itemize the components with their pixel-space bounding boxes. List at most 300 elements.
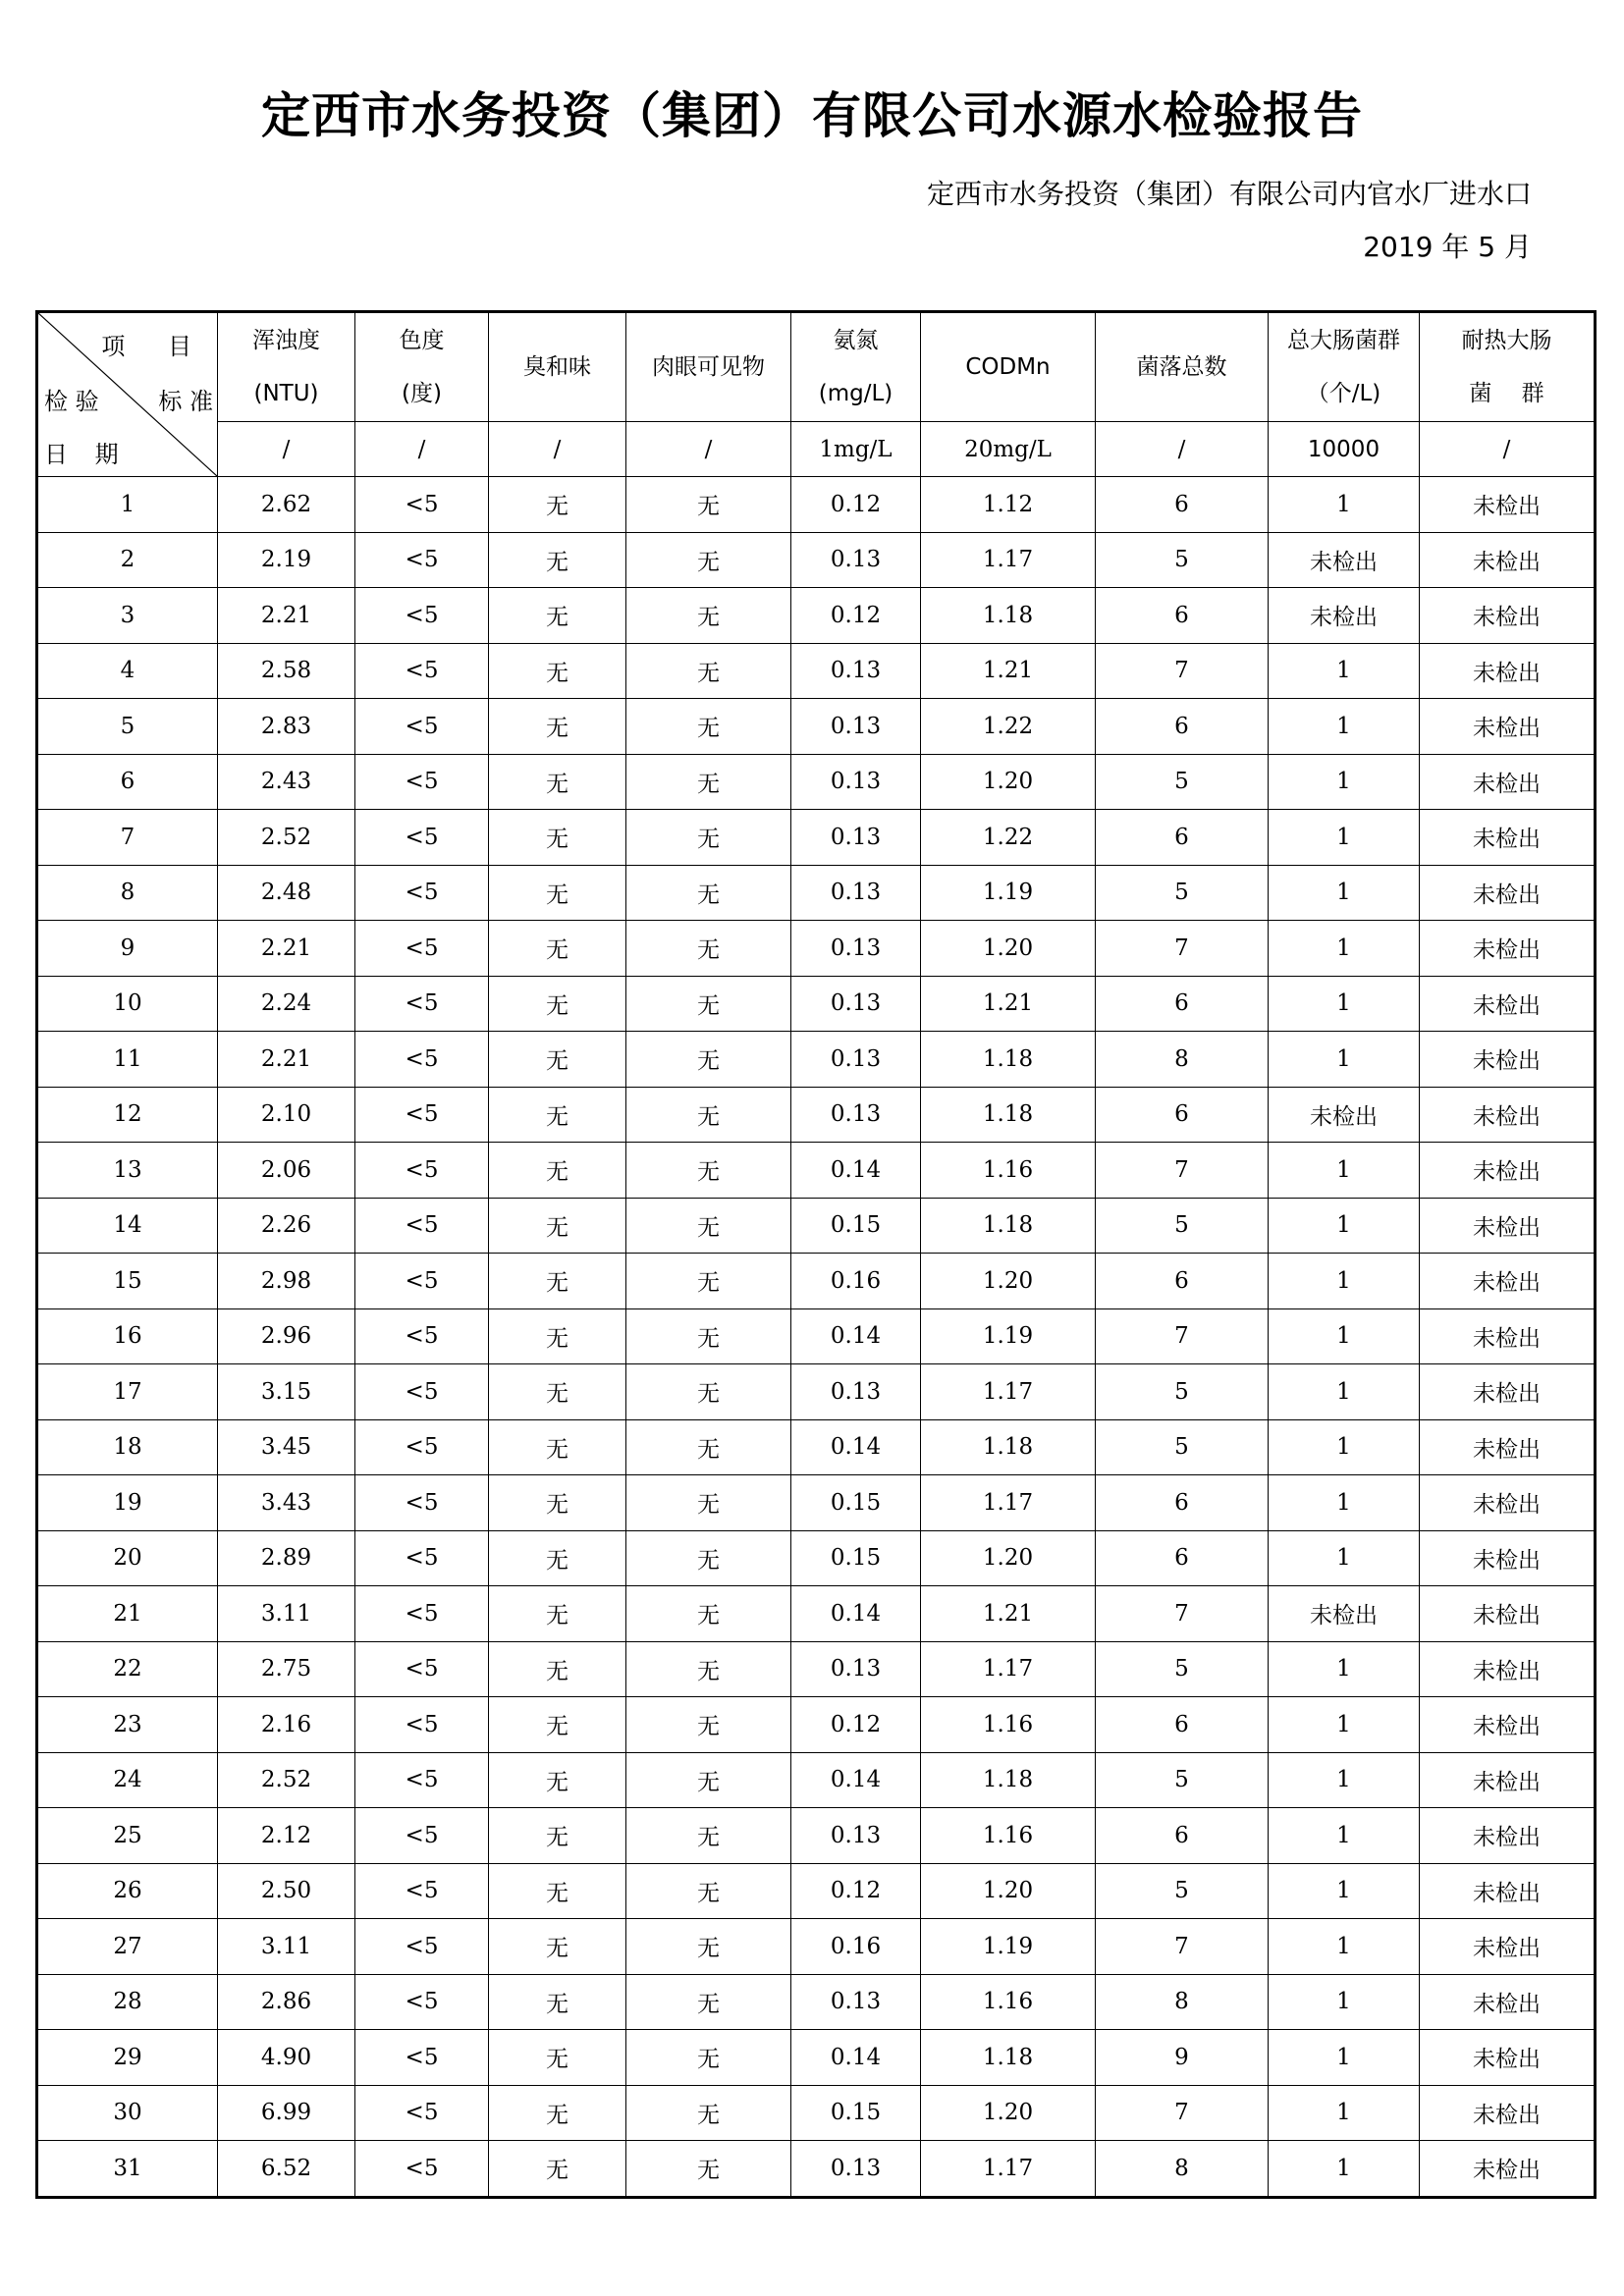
value-cell: 无 [626, 810, 791, 866]
value-cell: 1.20 [921, 921, 1096, 977]
value-cell: 无 [489, 1697, 626, 1753]
table-row [37, 1032, 1596, 1088]
date-cell: 9 [37, 921, 218, 977]
value-cell: <5 [355, 1364, 489, 1420]
value-cell: 无 [626, 2141, 791, 2198]
table-row [37, 699, 1596, 755]
standard-value: / [489, 422, 626, 477]
value-cell: 1.20 [921, 754, 1096, 810]
column-header-line2: (度) [402, 381, 442, 406]
value-cell: 无 [626, 1143, 791, 1199]
date-cell: 13 [37, 1143, 218, 1199]
value-cell: 0.14 [791, 1752, 921, 1808]
value-cell: 无 [489, 1863, 626, 1919]
value-cell: 2.24 [218, 976, 355, 1032]
value-cell: 0.13 [791, 754, 921, 810]
value-cell: 1 [1269, 699, 1420, 755]
value-cell: 2.75 [218, 1641, 355, 1697]
value-cell: 0.13 [791, 532, 921, 588]
value-cell: 无 [489, 1752, 626, 1808]
value-cell: 无 [626, 1530, 791, 1586]
value-cell: 6 [1096, 1697, 1269, 1753]
value-cell: 0.13 [791, 1974, 921, 2030]
value-cell: 无 [626, 1752, 791, 1808]
date-cell: 30 [37, 2085, 218, 2141]
report-date: 2019 年 5 月 [1363, 231, 1532, 263]
value-cell: 未检出 [1420, 1808, 1596, 1864]
table-row [37, 532, 1596, 588]
value-cell: 无 [626, 2030, 791, 2086]
value-cell: 未检出 [1420, 2030, 1596, 2086]
value-cell: 无 [626, 477, 791, 533]
value-cell: 0.13 [791, 1364, 921, 1420]
value-cell: 6.99 [218, 2085, 355, 2141]
value-cell: 1 [1269, 2030, 1420, 2086]
date-cell: 14 [37, 1198, 218, 1254]
value-cell: 8 [1096, 1032, 1269, 1088]
value-cell: 0.14 [791, 1419, 921, 1475]
value-cell: 1.18 [921, 588, 1096, 644]
value-cell: 0.13 [791, 810, 921, 866]
value-cell: 1.16 [921, 1697, 1096, 1753]
value-cell: 6 [1096, 588, 1269, 644]
value-cell: 0.13 [791, 1808, 921, 1864]
value-cell: 1 [1269, 810, 1420, 866]
date-cell: 16 [37, 1308, 218, 1364]
value-cell: 0.12 [791, 588, 921, 644]
table-row [37, 1254, 1596, 1309]
value-cell: 无 [489, 810, 626, 866]
value-cell: 1.12 [921, 477, 1096, 533]
date-cell: 21 [37, 1586, 218, 1642]
value-cell: 3.43 [218, 1475, 355, 1531]
value-cell: 1 [1269, 2085, 1420, 2141]
value-cell: 0.14 [791, 1308, 921, 1364]
table-row [37, 1364, 1596, 1420]
value-cell: 2.98 [218, 1254, 355, 1309]
value-cell: 无 [489, 1475, 626, 1531]
value-cell: <5 [355, 1919, 489, 1975]
value-cell: 1 [1269, 643, 1420, 699]
value-cell: 6 [1096, 976, 1269, 1032]
value-cell: 2.52 [218, 1752, 355, 1808]
column-header-line1: 菌落总数 [1136, 354, 1227, 380]
table-row [37, 754, 1596, 810]
value-cell: <5 [355, 810, 489, 866]
value-cell: 无 [626, 1475, 791, 1531]
value-cell: 0.14 [791, 1143, 921, 1199]
date-cell: 20 [37, 1530, 218, 1586]
value-cell: 无 [489, 2085, 626, 2141]
value-cell: 未检出 [1420, 1308, 1596, 1364]
value-cell: 未检出 [1420, 2141, 1596, 2198]
corner-standard-right: 标 准 [158, 388, 213, 415]
value-cell: 2.06 [218, 1143, 355, 1199]
value-cell: 1.18 [921, 1752, 1096, 1808]
value-cell: 1.17 [921, 1364, 1096, 1420]
value-cell: 0.13 [791, 1641, 921, 1697]
value-cell: <5 [355, 477, 489, 533]
date-cell: 25 [37, 1808, 218, 1864]
column-header [1269, 312, 1420, 422]
value-cell: 6 [1096, 699, 1269, 755]
value-cell: <5 [355, 1697, 489, 1753]
value-cell: 无 [626, 1863, 791, 1919]
value-cell: 2.58 [218, 643, 355, 699]
value-cell: 1 [1269, 1364, 1420, 1420]
value-cell: 7 [1096, 2085, 1269, 2141]
value-cell: 0.13 [791, 1087, 921, 1143]
column-header [791, 312, 921, 422]
value-cell: 无 [489, 754, 626, 810]
value-cell: 无 [626, 1198, 791, 1254]
value-cell: <5 [355, 976, 489, 1032]
date-cell: 1 [37, 477, 218, 533]
value-cell: 7 [1096, 1308, 1269, 1364]
value-cell: 1.17 [921, 2141, 1096, 2198]
value-cell: 3.45 [218, 1419, 355, 1475]
value-cell: <5 [355, 1198, 489, 1254]
column-header-line1: 肉眼可见物 [652, 354, 765, 380]
value-cell: 无 [626, 532, 791, 588]
value-cell: 1.20 [921, 2085, 1096, 2141]
column-header [489, 312, 626, 422]
value-cell: 无 [489, 1254, 626, 1309]
value-cell: <5 [355, 1254, 489, 1309]
value-cell: 1 [1269, 1419, 1420, 1475]
value-cell: 无 [489, 1586, 626, 1642]
value-cell: 0.14 [791, 1586, 921, 1642]
value-cell: 1 [1269, 1641, 1420, 1697]
column-header-line1: 浑浊度 [252, 328, 320, 353]
table-row [37, 810, 1596, 866]
value-cell: 未检出 [1420, 2085, 1596, 2141]
value-cell: 未检出 [1420, 477, 1596, 533]
date-cell: 18 [37, 1419, 218, 1475]
table-row [37, 865, 1596, 921]
header-row [37, 312, 1596, 422]
date-cell: 11 [37, 1032, 218, 1088]
value-cell: 无 [489, 921, 626, 977]
value-cell: 无 [626, 1974, 791, 2030]
value-cell: 1 [1269, 1808, 1420, 1864]
standard-value: / [355, 422, 489, 477]
table-row [37, 2085, 1596, 2141]
value-cell: 1.18 [921, 1419, 1096, 1475]
value-cell: 5 [1096, 1419, 1269, 1475]
value-cell: 1.20 [921, 1530, 1096, 1586]
value-cell: <5 [355, 643, 489, 699]
value-cell: 1 [1269, 1697, 1420, 1753]
value-cell: 无 [626, 1919, 791, 1975]
standard-value: / [218, 422, 355, 477]
value-cell: 无 [489, 1919, 626, 1975]
value-cell: 1.22 [921, 810, 1096, 866]
value-cell: 1 [1269, 1143, 1420, 1199]
corner-item-label: 项 目 [101, 333, 209, 360]
value-cell: 1 [1269, 976, 1420, 1032]
value-cell: 2.10 [218, 1087, 355, 1143]
value-cell: 无 [626, 754, 791, 810]
value-cell: 无 [489, 1641, 626, 1697]
value-cell: 1 [1269, 1032, 1420, 1088]
value-cell: 2.48 [218, 865, 355, 921]
value-cell: 1.17 [921, 1641, 1096, 1697]
value-cell: 2.62 [218, 477, 355, 533]
standard-value: 10000 [1269, 422, 1420, 477]
value-cell: 1.21 [921, 1586, 1096, 1642]
value-cell: 2.16 [218, 1697, 355, 1753]
column-header-line1: 氨氮 [833, 328, 879, 353]
value-cell: 无 [489, 1032, 626, 1088]
value-cell: <5 [355, 865, 489, 921]
column-header-line1: 臭和味 [523, 354, 591, 380]
value-cell: 无 [489, 2030, 626, 2086]
value-cell: 无 [626, 1641, 791, 1697]
value-cell: 未检出 [1420, 1364, 1596, 1420]
value-cell: 无 [489, 1530, 626, 1586]
value-cell: 未检出 [1420, 921, 1596, 977]
value-cell: 无 [626, 865, 791, 921]
column-header-line1: CODMn [965, 354, 1051, 380]
column-header-line1: 耐热大肠 [1461, 328, 1552, 353]
value-cell: 1.17 [921, 1475, 1096, 1531]
value-cell: 0.12 [791, 1863, 921, 1919]
column-header [1096, 312, 1269, 422]
value-cell: 未检出 [1420, 1752, 1596, 1808]
value-cell: 无 [626, 643, 791, 699]
value-cell: 3.11 [218, 1919, 355, 1975]
value-cell: 6 [1096, 1087, 1269, 1143]
value-cell: 8 [1096, 1974, 1269, 2030]
date-cell: 26 [37, 1863, 218, 1919]
value-cell: 未检出 [1269, 1087, 1420, 1143]
value-cell: 无 [626, 699, 791, 755]
column-header-line2: (mg/L) [818, 381, 893, 406]
value-cell: <5 [355, 1586, 489, 1642]
value-cell: 6 [1096, 1254, 1269, 1309]
date-cell: 28 [37, 1974, 218, 2030]
value-cell: <5 [355, 1530, 489, 1586]
value-cell: 未检出 [1420, 1419, 1596, 1475]
value-cell: 无 [489, 1974, 626, 2030]
value-cell: 6 [1096, 1808, 1269, 1864]
column-header-line1: 色度 [399, 328, 445, 353]
value-cell: 无 [626, 588, 791, 644]
value-cell: 0.15 [791, 2085, 921, 2141]
value-cell: 7 [1096, 1586, 1269, 1642]
column-header [626, 312, 791, 422]
value-cell: 无 [626, 1419, 791, 1475]
value-cell: 未检出 [1269, 1586, 1420, 1642]
value-cell: 无 [626, 2085, 791, 2141]
value-cell: 1 [1269, 1974, 1420, 2030]
value-cell: 0.13 [791, 865, 921, 921]
value-cell: 0.13 [791, 976, 921, 1032]
value-cell: 无 [489, 976, 626, 1032]
standard-value: / [1096, 422, 1269, 477]
value-cell: 0.16 [791, 1919, 921, 1975]
value-cell: <5 [355, 1974, 489, 2030]
value-cell: 无 [626, 1808, 791, 1864]
value-cell: 2.19 [218, 532, 355, 588]
value-cell: 无 [489, 1143, 626, 1199]
value-cell: 未检出 [1420, 1974, 1596, 2030]
table-row [37, 1143, 1596, 1199]
value-cell: 未检出 [1420, 1530, 1596, 1586]
value-cell: 0.15 [791, 1198, 921, 1254]
table-row [37, 1641, 1596, 1697]
value-cell: 0.13 [791, 921, 921, 977]
value-cell: 5 [1096, 865, 1269, 921]
date-cell: 4 [37, 643, 218, 699]
value-cell: <5 [355, 1808, 489, 1864]
column-header-line2: 菌 群 [1469, 381, 1544, 406]
value-cell: 1 [1269, 1475, 1420, 1531]
value-cell: 6 [1096, 810, 1269, 866]
value-cell: 无 [626, 976, 791, 1032]
value-cell: 9 [1096, 2030, 1269, 2086]
value-cell: 1.16 [921, 1143, 1096, 1199]
table-row [37, 477, 1596, 533]
date-cell: 31 [37, 2141, 218, 2198]
table-row [37, 1198, 1596, 1254]
value-cell: <5 [355, 1087, 489, 1143]
date-cell: 8 [37, 865, 218, 921]
table-row [37, 1863, 1596, 1919]
value-cell: 未检出 [1420, 1198, 1596, 1254]
date-cell: 22 [37, 1641, 218, 1697]
corner-header-cell [37, 312, 218, 477]
value-cell: 无 [489, 1808, 626, 1864]
table-row [37, 1974, 1596, 2030]
value-cell: 无 [489, 588, 626, 644]
value-cell: 无 [489, 643, 626, 699]
date-cell: 10 [37, 976, 218, 1032]
value-cell: 2.21 [218, 588, 355, 644]
value-cell: 6 [1096, 1530, 1269, 1586]
value-cell: 未检出 [1420, 754, 1596, 810]
value-cell: 未检出 [1420, 1919, 1596, 1975]
value-cell: 未检出 [1420, 643, 1596, 699]
column-header-line2: （个/L) [1306, 381, 1381, 406]
value-cell: <5 [355, 588, 489, 644]
value-cell: 未检出 [1420, 865, 1596, 921]
value-cell: <5 [355, 1419, 489, 1475]
value-cell: 无 [489, 1308, 626, 1364]
value-cell: 1 [1269, 1919, 1420, 1975]
value-cell: 7 [1096, 1919, 1269, 1975]
column-header [355, 312, 489, 422]
value-cell: 1 [1269, 1752, 1420, 1808]
column-header [1420, 312, 1596, 422]
value-cell: 无 [626, 1697, 791, 1753]
date-cell: 24 [37, 1752, 218, 1808]
value-cell: 未检出 [1420, 1087, 1596, 1143]
corner-standard-left: 检 验 [44, 388, 99, 415]
value-cell: 0.14 [791, 2030, 921, 2086]
value-cell: 5 [1096, 1752, 1269, 1808]
value-cell: 未检出 [1420, 532, 1596, 588]
value-cell: 未检出 [1269, 532, 1420, 588]
value-cell: 2.43 [218, 754, 355, 810]
table-body [37, 477, 1596, 2198]
table-row [37, 1419, 1596, 1475]
value-cell: 1.22 [921, 699, 1096, 755]
value-cell: 7 [1096, 921, 1269, 977]
value-cell: <5 [355, 1032, 489, 1088]
table-row [37, 1530, 1596, 1586]
value-cell: 6.52 [218, 2141, 355, 2198]
table-row [37, 1087, 1596, 1143]
value-cell: 无 [626, 1032, 791, 1088]
value-cell: 2.96 [218, 1308, 355, 1364]
report-title: 定西市水务投资（集团）有限公司水源水检验报告 [261, 87, 1363, 144]
date-cell: 7 [37, 810, 218, 866]
table-row [37, 2030, 1596, 2086]
value-cell: 5 [1096, 532, 1269, 588]
value-cell: 5 [1096, 1198, 1269, 1254]
value-cell: 1.17 [921, 532, 1096, 588]
value-cell: 无 [489, 1364, 626, 1420]
date-cell: 6 [37, 754, 218, 810]
corner-date-label: 日 期 [44, 441, 129, 468]
date-cell: 17 [37, 1364, 218, 1420]
value-cell: 6 [1096, 477, 1269, 533]
value-cell: 未检出 [1420, 1475, 1596, 1531]
value-cell: 0.13 [791, 643, 921, 699]
column-header [921, 312, 1096, 422]
value-cell: 无 [489, 865, 626, 921]
value-cell: 未检出 [1420, 976, 1596, 1032]
standard-value: 20mg/L [921, 422, 1096, 477]
value-cell: 未检出 [1420, 1254, 1596, 1309]
value-cell: 2.26 [218, 1198, 355, 1254]
value-cell: 1 [1269, 477, 1420, 533]
value-cell: 0.15 [791, 1475, 921, 1531]
value-cell: 未检出 [1420, 1143, 1596, 1199]
date-cell: 5 [37, 699, 218, 755]
value-cell: <5 [355, 1143, 489, 1199]
value-cell: 无 [626, 1586, 791, 1642]
date-cell: 2 [37, 532, 218, 588]
value-cell: 无 [626, 921, 791, 977]
value-cell: 未检出 [1420, 1641, 1596, 1697]
table-row [37, 1919, 1596, 1975]
column-header-line1: 总大肠菌群 [1287, 328, 1400, 353]
value-cell: 2.50 [218, 1863, 355, 1919]
value-cell: 无 [626, 1364, 791, 1420]
date-cell: 23 [37, 1697, 218, 1753]
value-cell: <5 [355, 532, 489, 588]
table-row [37, 1586, 1596, 1642]
value-cell: 5 [1096, 1863, 1269, 1919]
value-cell: <5 [355, 1308, 489, 1364]
value-cell: 3.11 [218, 1586, 355, 1642]
standard-row [37, 422, 1596, 477]
value-cell: 无 [489, 1087, 626, 1143]
value-cell: 2.21 [218, 921, 355, 977]
value-cell: 1 [1269, 865, 1420, 921]
value-cell: 1.18 [921, 1198, 1096, 1254]
value-cell: 1 [1269, 1530, 1420, 1586]
value-cell: 2.83 [218, 699, 355, 755]
value-cell: 未检出 [1420, 810, 1596, 866]
value-cell: <5 [355, 1475, 489, 1531]
table-row [37, 1697, 1596, 1753]
value-cell: 1 [1269, 1198, 1420, 1254]
date-cell: 19 [37, 1475, 218, 1531]
